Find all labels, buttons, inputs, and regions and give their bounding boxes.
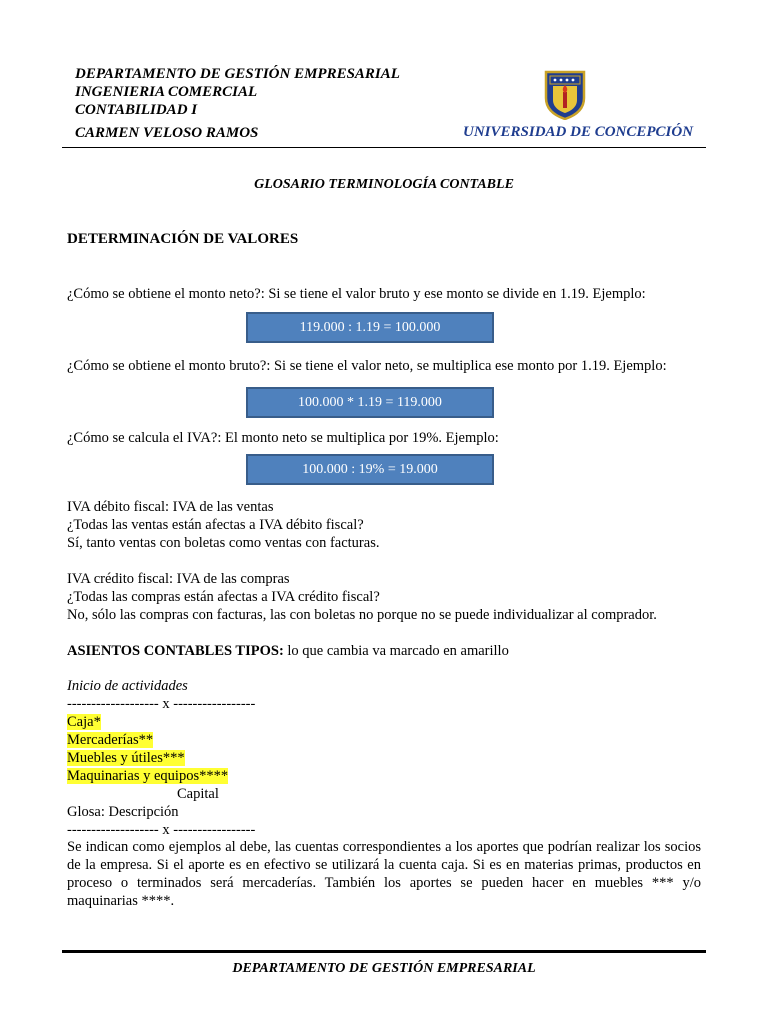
iva-credito-line: ¿Todas las compras están afectas a IVA crédito fiscal?	[67, 589, 380, 605]
question-iva: ¿Cómo se calcula el IVA?: El monto neto se multiplica por 19%. Ejemplo:	[67, 430, 499, 446]
header-program: INGENIERIA COMERCIAL	[75, 84, 258, 100]
question-monto-bruto: ¿Cómo se obtiene el monto bruto?: Si se tiene el valor neto, se multiplica ese monto por 1.19. Ejemplo:	[67, 358, 667, 374]
debit-maquinarias: Maquinarias y equipos****	[67, 768, 229, 784]
header-author: CARMEN VELOSO RAMOS	[75, 125, 259, 141]
university-name: UNIVERSIDAD DE CONCEPCIÓN	[463, 124, 694, 140]
debit-muebles: Muebles y útiles***	[67, 750, 185, 766]
debit-caja: Caja*	[67, 714, 101, 730]
question-monto-neto: ¿Cómo se obtiene el monto neto?: Si se tiene el valor bruto y ese monto se divide en 1.19. Ejemplo:	[67, 286, 646, 302]
iva-credito-line: IVA crédito fiscal: IVA de las compras	[67, 571, 290, 587]
header-department: DEPARTAMENTO DE GESTIÓN EMPRESARIAL	[75, 66, 400, 82]
explanation-paragraph: Se indican como ejemplos al debe, las cuentas correspondientes a los aportes que podrían realizar los socios de la empresa. Si el aporte es en efectivo se utilizará la cuenta caja. Si es en materias primas, productos en proceso o terminados será mercaderías. También los aportes se pueden hacer en muebles *** y/o maquinarias ****.	[67, 839, 701, 909]
section-heading-asientos	[67, 642, 509, 660]
section-heading-asientos-rest: lo que cambia va marcado en amarillo	[283, 643, 509, 659]
footer-divider	[62, 950, 706, 953]
asiento-separator-end: ------------------- x -----------------	[67, 822, 256, 838]
example-box-iva: 100.000 : 19% = 19.000	[246, 454, 494, 485]
asiento-separator: ------------------- x -----------------	[67, 696, 256, 712]
university-shield-icon	[544, 70, 586, 120]
credit-capital: Capital	[177, 786, 219, 802]
asiento-subtitle: Inicio de actividades	[67, 678, 188, 694]
page-title: GLOSARIO TERMINOLOGÍA CONTABLE	[254, 177, 514, 192]
debit-mercaderias: Mercaderías**	[67, 732, 154, 748]
section-heading-valores: DETERMINACIÓN DE VALORES	[67, 231, 299, 247]
iva-credito-line: No, sólo las compras con facturas, las con boletas no porque no se puede individualizar al comprador.	[67, 607, 657, 623]
section-heading-asientos-bold: ASIENTOS CONTABLES TIPOS:	[67, 643, 284, 659]
example-box-bruto: 100.000 * 1.19 = 119.000	[246, 387, 494, 418]
asiento-glosa: Glosa: Descripción	[67, 804, 179, 820]
example-box-neto: 119.000 : 1.19 = 100.000	[246, 312, 494, 343]
header-divider	[62, 147, 706, 148]
iva-debito-line: ¿Todas las ventas están afectas a IVA débito fiscal?	[67, 517, 364, 533]
iva-debito-line: Sí, tanto ventas con boletas como ventas con facturas.	[67, 535, 380, 551]
iva-debito-line: IVA débito fiscal: IVA de las ventas	[67, 499, 274, 515]
header-course: CONTABILIDAD I	[75, 102, 198, 118]
footer-department: DEPARTAMENTO DE GESTIÓN EMPRESARIAL	[232, 961, 536, 976]
